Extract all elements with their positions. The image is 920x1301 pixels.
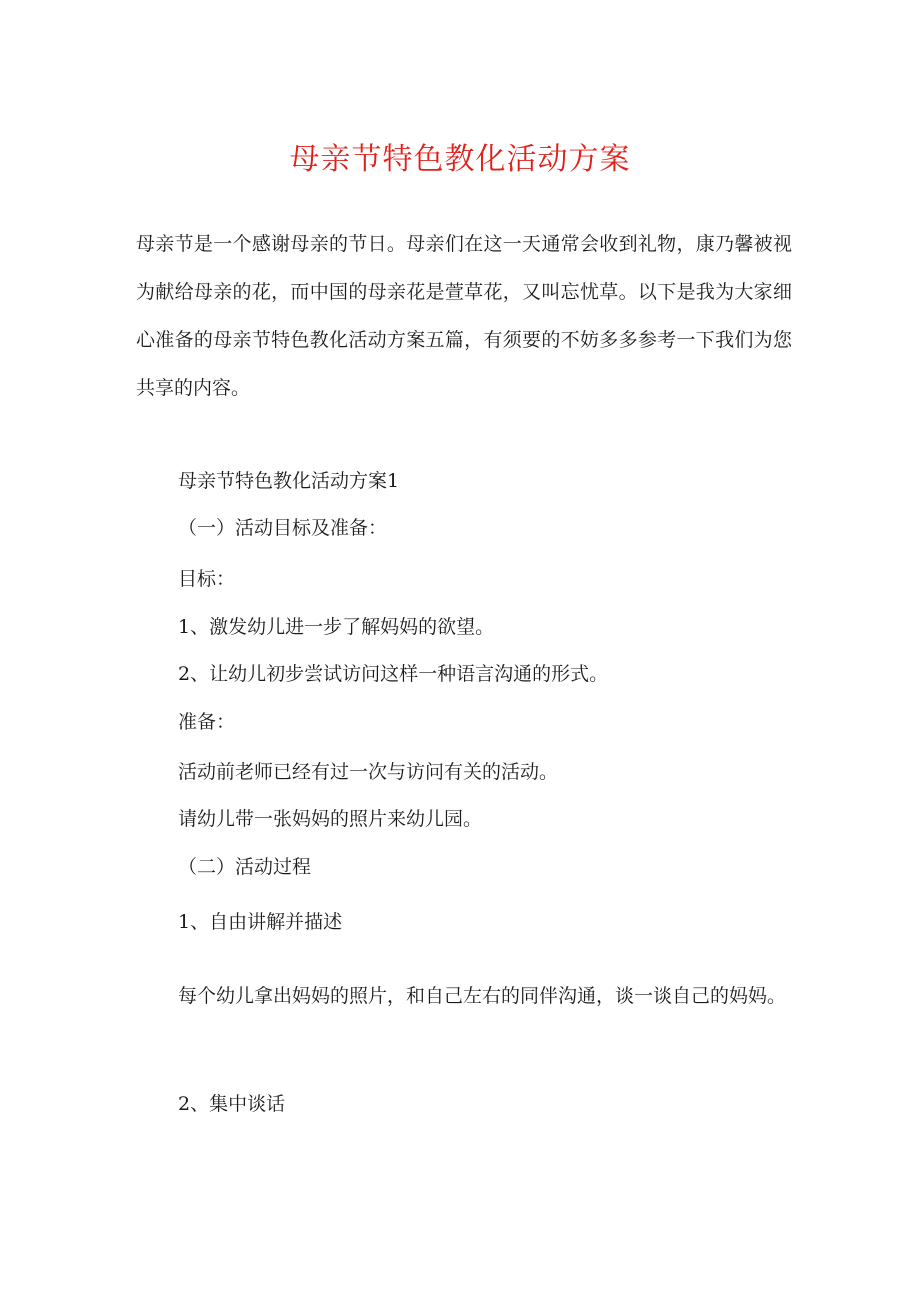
step-2-heading: 2、集中谈话 [178,1093,286,1115]
goal-label: 目标： [178,568,236,590]
step-1-paragraph: 每个幼儿拿出妈妈的照片，和自己左右的同伴沟通，谈一谈自己的妈妈。 [178,985,787,1007]
prep-item-2: 请幼儿带一张妈妈的照片来幼儿园。 [178,808,483,830]
goal-item-1: 1、激发幼儿进一步了解妈妈的欲望。 [178,616,495,638]
document-title: 母亲节特色教化活动方案 [289,142,631,177]
prep-item-1: 活动前老师已经有过一次与访问有关的活动。 [178,761,559,783]
step-1-heading: 1、自由讲解并描述 [178,911,343,933]
section-heading: 母亲节特色教化活动方案1 [178,470,400,492]
intro-paragraph: 母亲节是一个感谢母亲的节日。母亲们在这一天通常会收到礼物，康乃馨被视为献给母亲的花，而中国的母亲花是萱草花，又叫忘忧草。以下是我为大家细心准备的母亲节特色教化活动方案五篇，有须要的不妨多多参考一下我们为您共享的内容。 [136,233,792,399]
prep-label: 准备： [178,711,236,733]
part-heading-process: （二）活动过程 [178,856,312,878]
goal-item-2: 2、让幼儿初步尝试访问这样一种语言沟通的形式。 [178,663,609,685]
part-heading-goals-prep: （一）活动目标及准备： [178,517,388,539]
